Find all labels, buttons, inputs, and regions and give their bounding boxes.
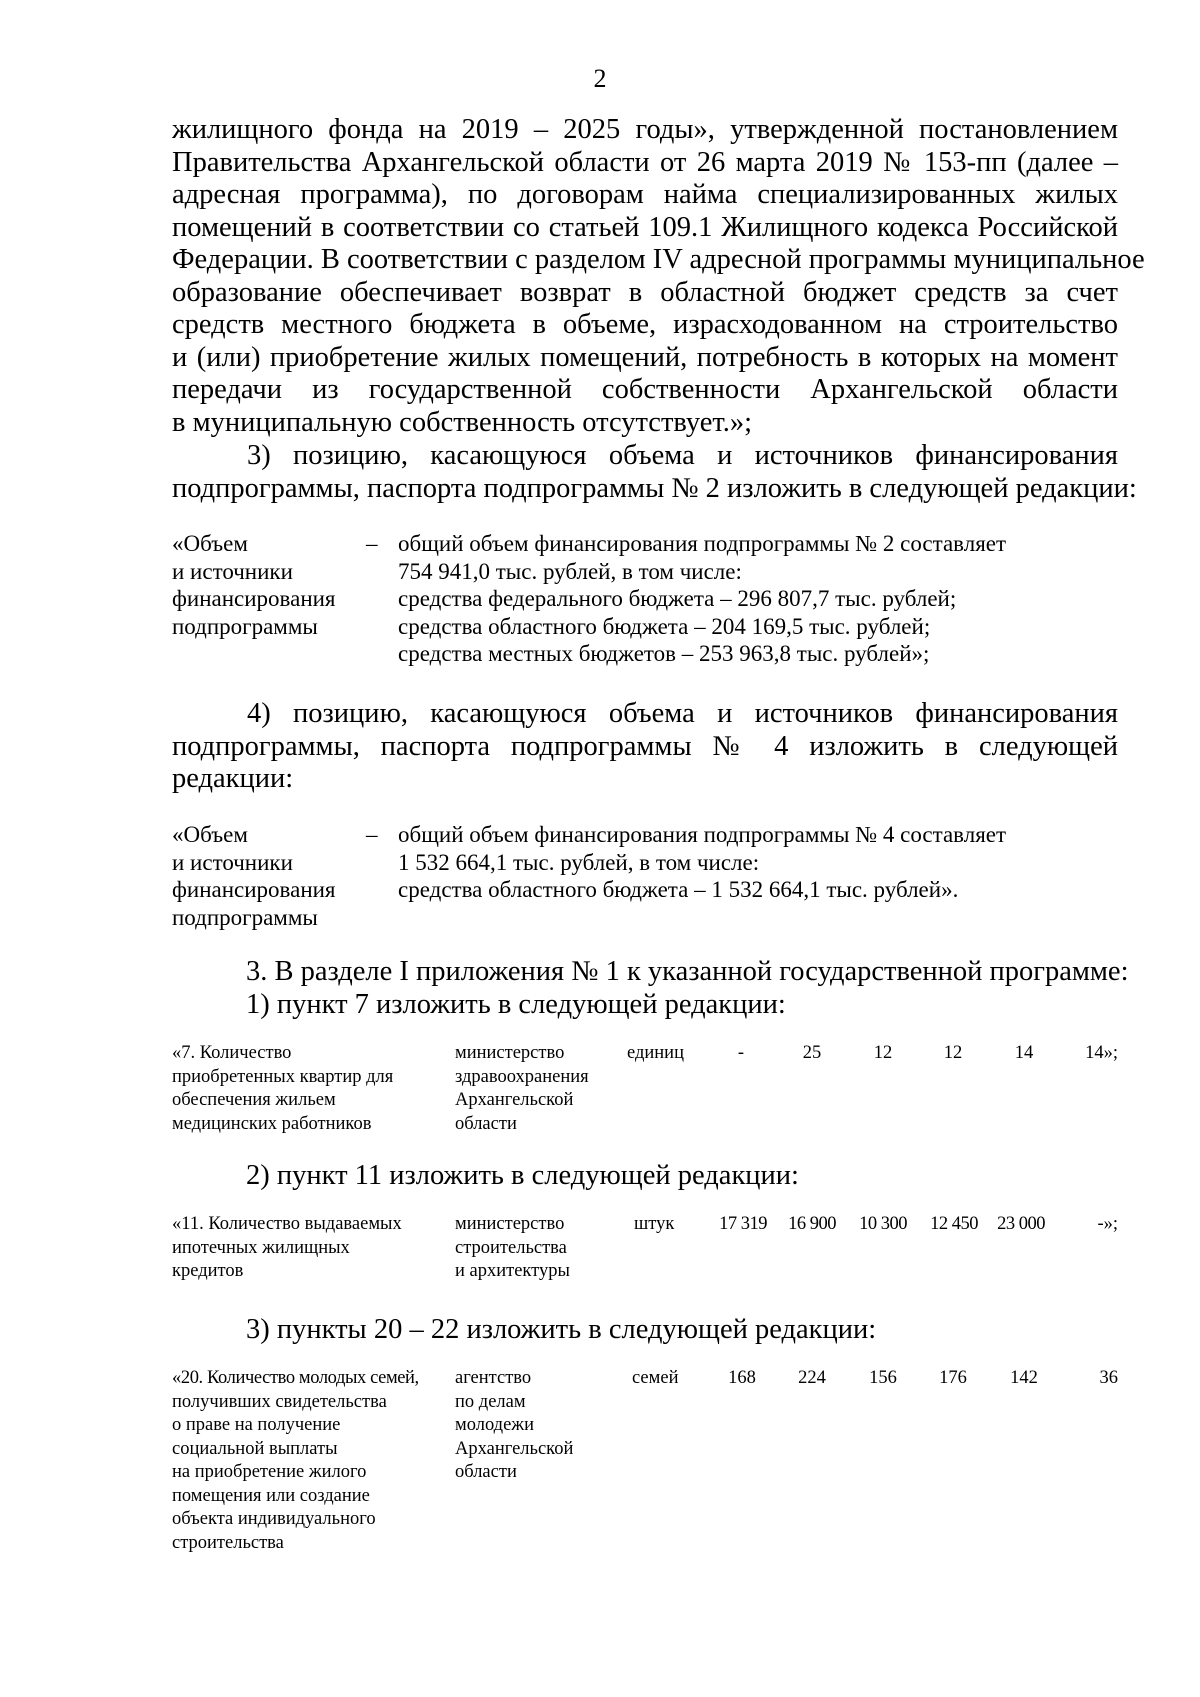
cell-line: и архитектуры	[455, 1261, 570, 1281]
cell-line: здравоохранения	[455, 1066, 589, 1087]
indicator-name	[172, 1213, 440, 1284]
cell-line: строительства	[455, 1237, 567, 1258]
text-line: помещений в соответствии со статьей 109.1 Жилищного кодекса Российской	[172, 211, 1118, 243]
page-number: 2	[593, 64, 607, 93]
cell-line: медицинских работников	[172, 1113, 372, 1134]
value-cell: 12	[873, 1043, 893, 1063]
text-line: подпрограммы, паспорта подпрограммы № 4 изложить в следующей	[172, 730, 1118, 762]
intro-paragraph	[172, 114, 1145, 439]
cell-line: молодежи	[455, 1415, 534, 1435]
indicator-name	[172, 1042, 440, 1136]
responsible-body	[455, 1042, 615, 1136]
cell-line: кредитов	[172, 1261, 244, 1281]
value-line: общий объем финансирования подпрограммы № 4 составляет	[398, 822, 1007, 847]
label-line: «Объем	[172, 531, 248, 556]
value-cell: 12 450	[930, 1214, 978, 1234]
passport-label	[172, 530, 352, 640]
value-cell: 16 900	[788, 1214, 836, 1234]
text-line: в муниципальную собственность отсутствует.»;	[172, 406, 753, 438]
label-line: и источники	[172, 558, 293, 584]
responsible-body	[455, 1367, 615, 1485]
value-cell: 168	[728, 1368, 756, 1388]
cell-line: Архангельской	[455, 1090, 574, 1110]
value-cell: 23 000	[997, 1214, 1045, 1234]
value-line: средства федерального бюджета – 296 807,7 тыс. рублей;	[398, 586, 957, 611]
text-line: Федерации. В соответствии с разделом IV адресной программы муниципальное	[172, 244, 1145, 275]
passport-label	[172, 821, 352, 931]
value-line: средства областного бюджета – 204 169,5 тыс. рублей;	[398, 613, 931, 639]
text-line: адресная программа), по договорам найма специализированных жилых	[172, 179, 1118, 210]
cell-line: «20. Количество молодых семей,	[172, 1368, 419, 1388]
label-line: подпрограммы	[172, 904, 318, 930]
unit-cell: семей	[632, 1368, 679, 1388]
label-line: финансирования	[172, 877, 336, 902]
label-line: финансирования	[172, 586, 336, 611]
cell-line: «7. Количество	[172, 1043, 292, 1063]
value-cell: 17 319	[719, 1214, 767, 1234]
cell-line: ипотечных жилищных	[172, 1237, 350, 1258]
label-line: подпрограммы	[172, 613, 318, 639]
subitem-2-heading: 2) пункт 11 изложить в следующей редакции:	[246, 1160, 799, 1191]
text-line: образование обеспечивает возврат в областной бюджет средств за счет	[172, 276, 1118, 308]
value-line: средства областного бюджета – 1 532 664,1 тыс. рублей».	[398, 877, 959, 902]
value-line: 754 941,0 тыс. рублей, в том числе:	[398, 558, 742, 584]
subitem-3-heading: 3) пункты 20 – 22 изложить в следующей редакции:	[246, 1314, 877, 1345]
cell-line: по делам	[455, 1391, 526, 1412]
cell-line: социальной выплаты	[172, 1438, 338, 1459]
passport-value	[398, 530, 1006, 668]
value-cell: 142	[1010, 1368, 1038, 1388]
indicator-name	[172, 1367, 440, 1555]
cell-line: получивших свидетельства	[172, 1391, 387, 1412]
cell-line: области	[455, 1462, 517, 1482]
passport-value	[398, 821, 1006, 904]
value-line: общий объем финансирования подпрограммы № 2 составляет	[398, 531, 1007, 556]
cell-line: объекта индивидуального	[172, 1509, 376, 1529]
value-cell: 12	[943, 1043, 963, 1063]
text-line: подпрограммы, паспорта подпрограммы № 2 изложить в следующей редакции:	[172, 472, 1137, 504]
cell-line: обеспечения жильем	[172, 1090, 336, 1110]
text-line: и (или) приобретение жилых помещений, потребность в которых на момент	[172, 341, 1118, 373]
text-line: Правительства Архангельской области от 26 марта 2019 № 153-пп (далее –	[172, 146, 1118, 178]
text-line: передачи из государственной собственности Архангельской области	[172, 374, 1118, 405]
cell-line: Архангельской	[455, 1438, 574, 1459]
value-cell: 14»;	[1085, 1043, 1118, 1063]
text-line: редакции:	[172, 763, 294, 794]
text-line: 3) позицию, касающуюся объема и источников финансирования	[247, 440, 1118, 471]
cell-line: области	[455, 1113, 517, 1134]
unit-cell: единиц	[627, 1043, 684, 1063]
label-line: «Объем	[172, 822, 248, 847]
unit-cell: штук	[634, 1214, 675, 1234]
item-3-paragraph	[172, 440, 1137, 505]
subitem-1-heading: 1) пункт 7 изложить в следующей редакции:	[246, 989, 786, 1020]
cell-line: министерство	[455, 1214, 565, 1234]
text-line: жилищного фонда на 2019 – 2025 годы», утвержденной постановлением	[172, 114, 1118, 145]
value-cell: 25	[802, 1043, 822, 1063]
value-cell: -	[737, 1043, 745, 1063]
cell-line: министерство	[455, 1043, 565, 1063]
value-cell: 156	[869, 1368, 897, 1388]
value-line: средства местных бюджетов – 253 963,8 тыс. рублей»;	[398, 641, 930, 666]
value-cell: 36	[1099, 1368, 1118, 1388]
passport-dash: –	[366, 531, 378, 556]
value-cell: -»;	[1097, 1214, 1118, 1234]
cell-line: помещения или создание	[172, 1485, 370, 1506]
cell-line: «11. Количество выдаваемых	[172, 1214, 402, 1234]
cell-line: агентство	[455, 1368, 532, 1388]
value-line: 1 532 664,1 тыс. рублей, в том числе:	[398, 849, 760, 875]
text-line: 4) позицию, касающуюся объема и источников финансирования	[247, 698, 1118, 729]
cell-line: о праве на получение	[172, 1415, 341, 1435]
item-4-paragraph	[172, 698, 1118, 796]
section-3-heading: 3. В разделе I приложения № 1 к указанной государственной программе:	[246, 956, 1129, 987]
value-cell: 14	[1014, 1043, 1034, 1063]
value-cell: 224	[798, 1368, 826, 1388]
cell-line: приобретенных квартир для	[172, 1066, 394, 1087]
value-cell: 176	[939, 1368, 967, 1388]
label-line: и источники	[172, 849, 293, 875]
cell-line: на приобретение жилого	[172, 1462, 367, 1482]
passport-dash: –	[366, 822, 378, 847]
value-cell: 10 300	[859, 1214, 907, 1234]
text-line: средств местного бюджета в объеме, израсходованном на строительство	[172, 309, 1118, 340]
cell-line: строительства	[172, 1532, 284, 1553]
responsible-body	[455, 1213, 615, 1284]
